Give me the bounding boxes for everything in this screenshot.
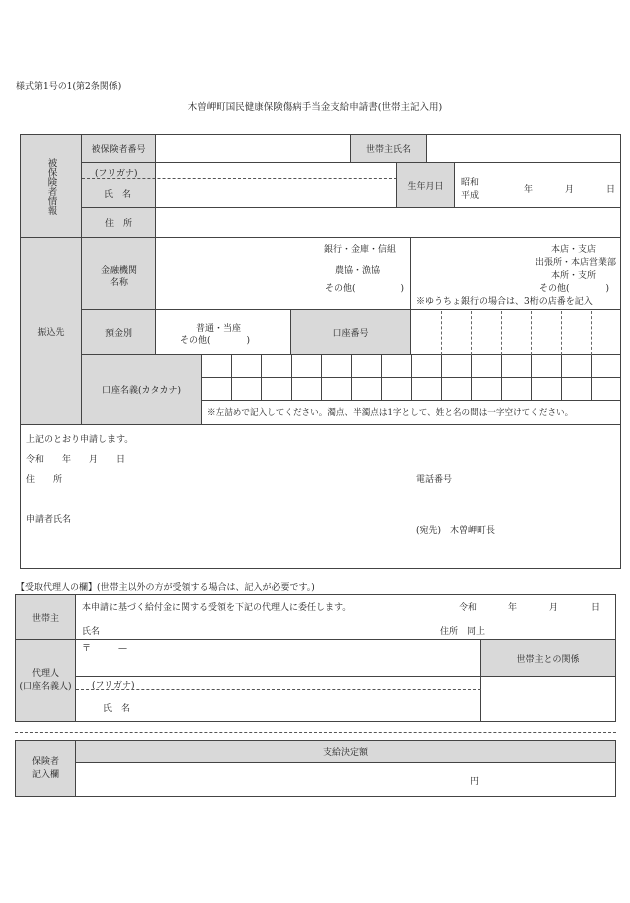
delegator-address-label: 住所 同上 (440, 627, 486, 637)
insurer-label-line2: 記入欄 (31, 769, 59, 780)
transfer-section-header (21, 238, 82, 425)
applicant-name-label: 申請者氏名 (26, 515, 72, 525)
cut-line (15, 732, 616, 733)
holder-grid-col-line (471, 355, 472, 400)
relation-label-cell (481, 640, 615, 677)
proxy-delegation-cell[interactable] (76, 595, 615, 640)
delegation-text: 本申請に基づく給付金に関する受領を下記の代理人に委任します。 (82, 603, 352, 613)
relation-field[interactable] (481, 677, 615, 721)
form-number: 様式第1号の1(第2条関係) (16, 82, 122, 92)
holder-grid-col-line (321, 355, 322, 400)
proxy-section-title: 【受取代理人の欄】(世帯主以外の方が受領する場合は、記入が必要です。) (16, 583, 315, 593)
era-showa: 昭和 (461, 178, 480, 188)
holder-grid-col-line (441, 355, 442, 400)
address-label: 住 所 (104, 219, 132, 229)
transfer-section-label: 振込先 (37, 327, 65, 338)
birth-month-label: 月 (565, 185, 575, 195)
bank-name-field[interactable] (156, 238, 411, 310)
account-digit-divider (441, 311, 442, 355)
furigana-label: (フリガナ) (95, 169, 138, 179)
agent-name-label: 氏 名 (103, 704, 131, 714)
bank-type-1: 銀行・金庫・信組 (323, 245, 396, 255)
householder-name-label: 世帯主氏名 (365, 145, 411, 155)
holder-grid-col-line (531, 355, 532, 400)
birth-day-label: 日 (606, 185, 616, 195)
delegation-reiwa: 令和 (459, 603, 478, 613)
account-digit-divider (471, 311, 472, 355)
branch-type-1: 本店・支店 (550, 245, 596, 255)
insured-section-label: 被保険者情報 (45, 157, 57, 215)
delegation-day: 日 (591, 603, 601, 613)
yucho-note: ※ゆうちょ銀行の場合は、3桁の店番を記入 (416, 297, 593, 307)
address-label-cell (82, 208, 156, 238)
account-number-label: 口座番号 (332, 328, 369, 339)
addressee: (宛先) 木曽岬町長 (416, 526, 496, 536)
birth-year-label: 年 (524, 185, 534, 195)
account-number-label-cell (291, 310, 411, 355)
bank-type-3: その他( ) (324, 284, 404, 294)
branch-name-field[interactable] (411, 238, 620, 310)
account-digit-divider (531, 311, 532, 355)
holder-grid-col-line (231, 355, 232, 400)
amount-label-cell (76, 741, 615, 763)
name-field[interactable] (156, 163, 396, 208)
deposit-label: 預金別 (104, 328, 132, 339)
relation-label: 世帯主との関係 (516, 654, 580, 665)
agent-furigana-divider (76, 689, 481, 690)
bank-label-line2: 名称 (109, 278, 128, 288)
householder-name-label-cell (350, 135, 427, 163)
insured-section-header (21, 135, 82, 238)
insured-number-field[interactable] (156, 135, 350, 163)
birthdate-label-cell (396, 163, 455, 208)
insured-number-label: 被保険者番号 (91, 145, 146, 155)
page-title: 木曽岬町国民健康保険傷病手当金支給申請書(世帯主記入用) (187, 102, 443, 113)
account-number-field[interactable] (411, 310, 620, 355)
address-field[interactable] (156, 208, 620, 238)
insured-number-label-cell (82, 135, 156, 163)
proxy-householder-label: 世帯主 (31, 613, 59, 624)
agent-furigana-label: (フリガナ) (92, 681, 135, 691)
deposit-opt-1: 普通・当座 (196, 324, 242, 334)
deposit-opt-2: その他( ) (180, 336, 251, 346)
applicant-address-label: 住 所 (26, 475, 63, 485)
name-label: 氏 名 (104, 190, 132, 200)
holder-note-cell (202, 400, 620, 425)
era-heisei: 平成 (461, 191, 480, 201)
holder-grid-col-line (261, 355, 262, 400)
deposit-label-cell (82, 310, 156, 355)
agent-address-field[interactable] (76, 640, 481, 677)
account-digit-divider (561, 311, 562, 355)
holder-grid-col-line (351, 355, 352, 400)
delegator-name-label: 氏名 (82, 627, 101, 637)
application-date: 令和 年 月 日 (26, 455, 126, 465)
holder-grid-col-line (501, 355, 502, 400)
delegation-year: 年 (508, 603, 518, 613)
amount-label: 支給決定額 (322, 748, 368, 758)
insurer-label-cell (16, 741, 76, 796)
bank-label-cell (82, 238, 156, 310)
bank-type-2: 農協・漁協 (334, 266, 380, 276)
account-holder-label-cell (82, 355, 202, 425)
proxy-householder-label-cell (16, 595, 76, 640)
agent-label-line1: 代理人 (31, 668, 59, 679)
account-digit-divider (501, 311, 502, 355)
householder-name-field[interactable] (427, 135, 620, 163)
amount-field[interactable] (76, 763, 615, 796)
branch-type-2: 出張所・本店営業部 (534, 258, 616, 268)
agent-label-cell (16, 640, 76, 721)
phone-label: 電話番号 (416, 475, 453, 485)
holder-grid-col-line (591, 355, 592, 400)
branch-type-4: その他( ) (538, 284, 609, 294)
insurer-label-line1: 保険者 (31, 756, 59, 767)
holder-grid-col-line (561, 355, 562, 400)
yen-label: 円 (470, 777, 480, 787)
deposit-type-field[interactable] (156, 310, 291, 355)
agent-label-line2: (口座名義人) (19, 681, 72, 692)
bank-label-line1: 金融機関 (100, 266, 137, 276)
holder-grid-col-line (291, 355, 292, 400)
birthdate-label: 生年月日 (407, 181, 444, 192)
branch-type-3: 本所・支所 (550, 271, 596, 281)
holder-note: ※左詰めで記入してください。濁点、半濁点は1字として、姓と名の間は一字空けてください。 (207, 408, 574, 418)
account-digit-divider (591, 311, 592, 355)
agent-name-field[interactable] (76, 677, 481, 721)
name-label-cell (82, 163, 156, 208)
account-holder-label: 口座名義(カタカナ) (101, 386, 182, 396)
application-statement: 上記のとおり申請します。 (26, 435, 134, 445)
birthdate-field[interactable] (455, 163, 620, 208)
holder-grid-col-line (381, 355, 382, 400)
holder-grid-col-line (411, 355, 412, 400)
delegation-month: 月 (549, 603, 559, 613)
postal-mark: 〒 — (82, 644, 128, 654)
